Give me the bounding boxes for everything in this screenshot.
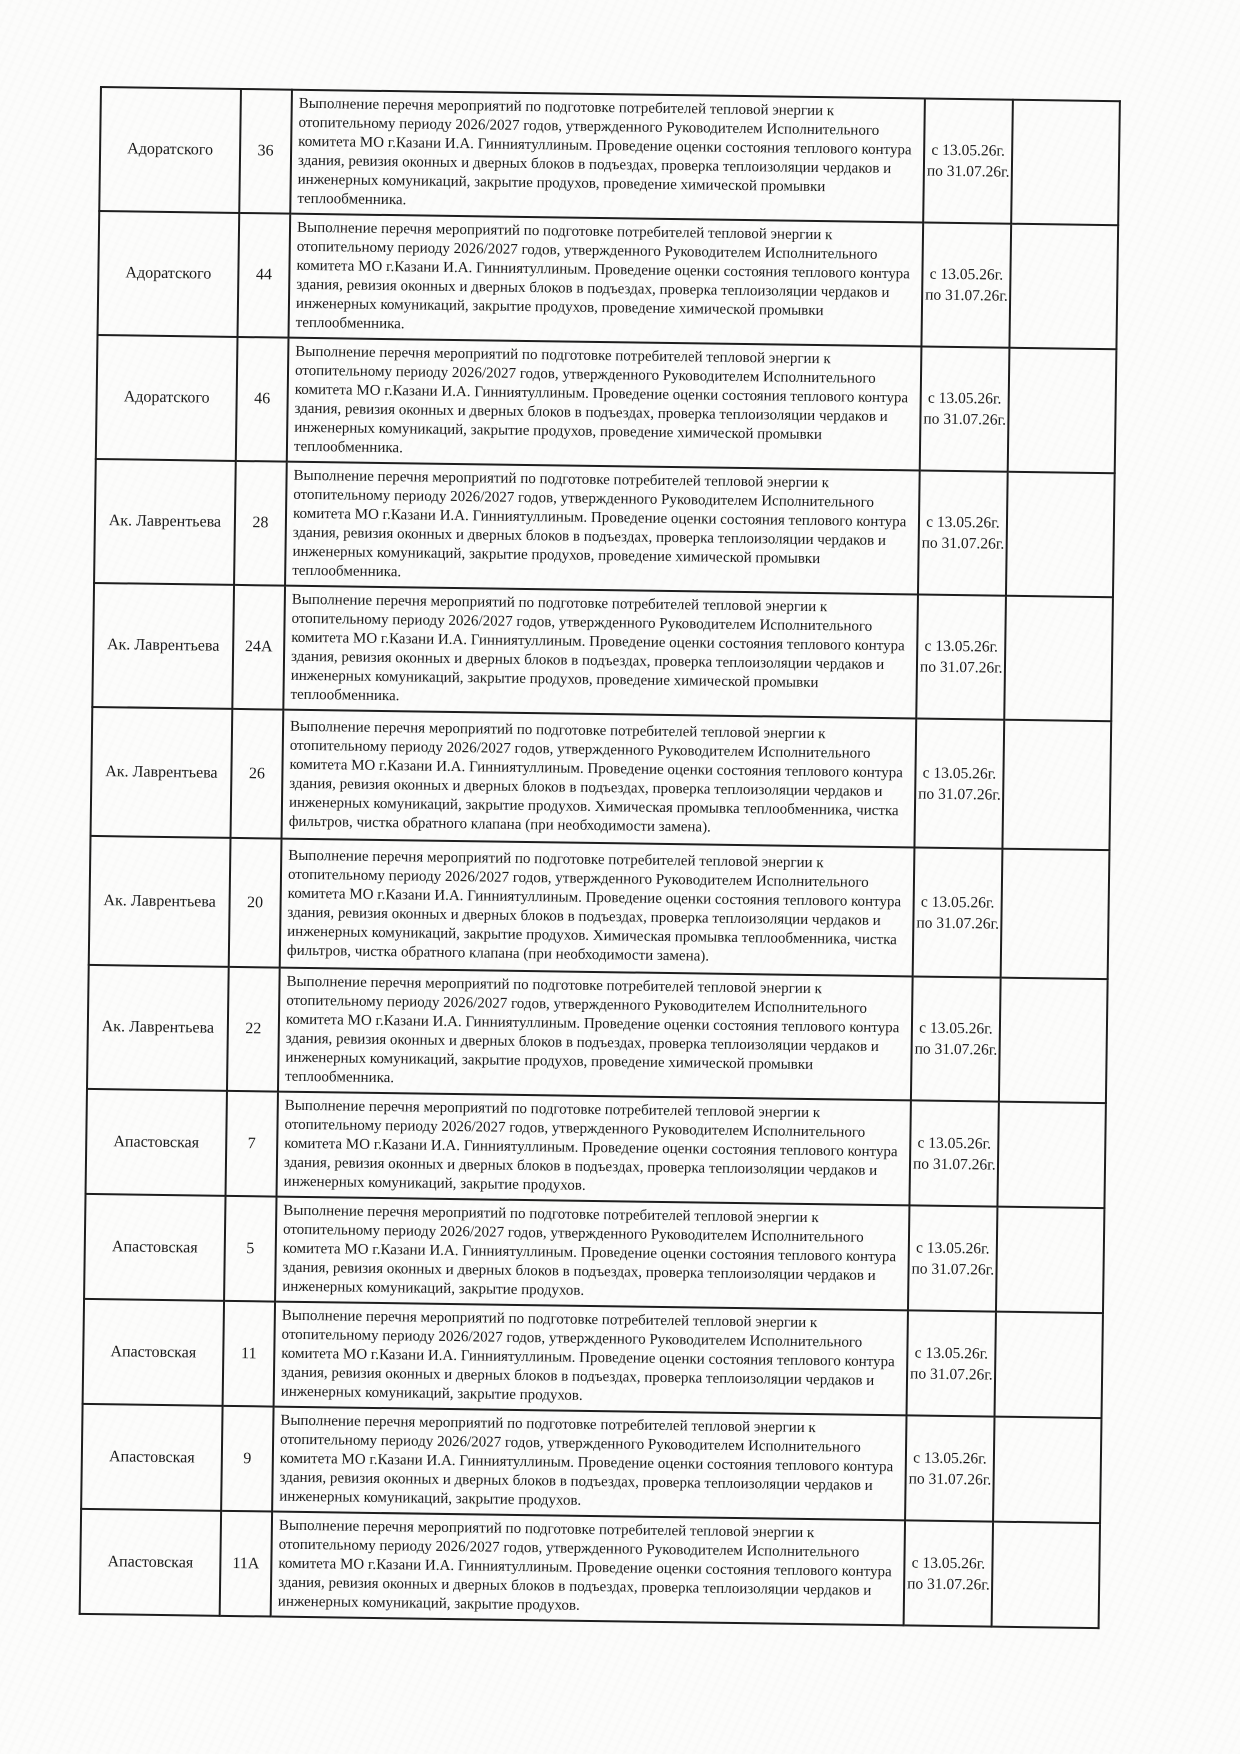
- house-number-cell: 36: [239, 89, 292, 214]
- table-row: [94, 459, 1115, 597]
- period-to: по 31.07.26г.: [912, 1154, 996, 1174]
- house-number-cell: 20: [229, 838, 282, 968]
- period-from: с 13.05.26г.: [911, 1553, 986, 1573]
- period-from: с 13.05.26г.: [917, 1134, 992, 1153]
- works-description-cell: Выполнение перечня мероприятий по подготовке потребителей тепловой энергии к отопительному периоду 2026/2027 годов, утвержденного Руководителем Исполнительного комитета МО г.Казани И.А. Гинниятуллиным. Проведение оценки состояния теплового контура здания, ревизия оконных и дверных блоков в подъездах, проверка теплоизоляции чердаков и инженерных комуникаций, закрытие продухов. Химическая промывка теплообменника, чистка фильтров, чистка обратного клапана (при необходимости замена).: [282, 710, 917, 848]
- period-cell: [905, 1415, 994, 1521]
- street-cell: Ак. Лаврентьева: [91, 707, 233, 838]
- works-description-cell: Выполнение перечня мероприятий по подготовке потребителей тепловой энергии к отопительному периоду 2026/2027 годов, утвержденного Руководителем Исполнительного комитета МО г.Казани И.А. Гинниятуллиным. Проведение оценки состояния теплового контура здания, ревизия оконных и дверных блоков в подъездах, проверка теплоизоляции чердаков и инженерных комуникаций, закрытие продухов. Химическая промывка теплообменника, чистка фильтров, чистка обратного клапана (при необходимости замена).: [280, 839, 915, 977]
- note-cell-empty: [1008, 348, 1117, 473]
- house-number-cell: 7: [226, 1091, 278, 1197]
- period-cell: [913, 847, 1003, 977]
- note-cell-empty: [992, 1522, 1100, 1628]
- note-cell-empty: [1011, 100, 1120, 225]
- period-cell: [920, 346, 1010, 471]
- house-number-cell: 28: [234, 461, 287, 586]
- period-cell: [923, 99, 1013, 224]
- period-to: по 31.07.26г.: [919, 658, 1003, 677]
- note-cell-empty: [1009, 224, 1118, 349]
- period-from: с 13.05.26г.: [929, 265, 1004, 284]
- period-to: по 31.07.26г.: [909, 1364, 993, 1384]
- period-cell: [914, 718, 1004, 848]
- street-cell: Ак. Лаврентьева: [89, 836, 231, 967]
- street-cell: Ак. Лаврентьева: [92, 583, 234, 709]
- period-to: по 31.07.26г.: [914, 1040, 998, 1059]
- table-row: [80, 1509, 1100, 1628]
- table-row: [96, 335, 1117, 473]
- period-from: с 13.05.26г.: [914, 1343, 989, 1363]
- table-row: [83, 1299, 1103, 1418]
- note-cell-empty: [1004, 596, 1113, 721]
- period-cell: [907, 1310, 996, 1416]
- period-from: с 13.05.26г.: [924, 637, 999, 656]
- table-row: [98, 211, 1119, 349]
- note-cell-empty: [995, 1312, 1103, 1418]
- table-row: [99, 87, 1120, 225]
- period-from: с 13.05.26г.: [922, 764, 997, 783]
- table-row: [86, 1089, 1106, 1208]
- house-number-cell: 11: [223, 1301, 275, 1407]
- period-cell: [908, 1205, 997, 1311]
- street-cell: Адоратского: [98, 211, 240, 337]
- works-description-cell: Выполнение перечня мероприятий по подготовке потребителей тепловой энергии к отопительному периоду 2026/2027 годов, утвержденного Руководителем Исполнительного комитета МО г.Казани И.А. Гинниятуллиным. Проведение оценки состояния теплового контура здания, ревизия оконных и дверных блоков в подъездах, проверка теплоизоляции чердаков и инженерных комуникаций, закрытие продухов, проведение химической промывки теплообменника.: [278, 968, 913, 1101]
- street-cell: Апастовская: [83, 1299, 224, 1406]
- note-cell-empty: [997, 1102, 1105, 1208]
- house-number-cell: 24А: [232, 585, 285, 710]
- table-row: [87, 965, 1108, 1103]
- period-to: по 31.07.26г.: [918, 784, 1001, 804]
- period-cell: [911, 976, 1001, 1101]
- works-description-cell: Выполнение перечня мероприятий по подготовке потребителей тепловой энергии к отопительному периоду 2026/2027 годов, утвержденного Руководителем Исполнительного комитета МО г.Казани И.А. Гинниятуллиным. Проведение оценки состояния теплового контура здания, ревизия оконных и дверных блоков в подъездах, проверка теплоизоляции чердаков и инженерных комуникаций, закрытие продухов.: [274, 1302, 908, 1416]
- period-to: по 31.07.26г.: [908, 1469, 992, 1489]
- table-row: [84, 1194, 1104, 1313]
- table-row: [92, 583, 1113, 721]
- works-description-cell: Выполнение перечня мероприятий по подготовке потребителей тепловой энергии к отопительному периоду 2026/2027 годов, утвержденного Руководителем Исполнительного комитета МО г.Казани И.А. Гинниятуллиным. Проведение оценки состояния теплового контура здания, ревизия оконных и дверных блоков в подъездах, проверка теплоизоляции чердаков и инженерных комуникаций, закрытие продухов, проведение химической промывки теплообменника.: [287, 338, 922, 471]
- table-row: [91, 707, 1112, 850]
- period-cell: [904, 1520, 993, 1626]
- street-cell: Адоратского: [96, 335, 238, 461]
- period-from: с 13.05.26г.: [913, 1448, 987, 1468]
- street-cell: Апастовская: [86, 1089, 227, 1196]
- street-cell: Адоратского: [99, 87, 241, 213]
- table-row: [81, 1404, 1101, 1523]
- house-number-cell: 5: [224, 1196, 276, 1302]
- street-cell: Ак. Лаврентьева: [87, 965, 229, 1091]
- period-cell: [909, 1100, 998, 1206]
- works-table-container: [79, 86, 1121, 1629]
- house-number-cell: 46: [236, 337, 289, 462]
- table-row: [89, 836, 1110, 979]
- note-cell-empty: [1001, 849, 1110, 979]
- works-description-cell: Выполнение перечня мероприятий по подготовке потребителей тепловой энергии к отопительному периоду 2026/2027 годов, утвержденного Руководителем Исполнительного комитета МО г.Казани И.А. Гинниятуллиным. Проведение оценки состояния теплового контура здания, ревизия оконных и дверных блоков в подъездах, проверка теплоизоляции чердаков и инженерных комуникаций, закрытие продухов.: [272, 1407, 906, 1521]
- period-cell: [918, 470, 1008, 595]
- works-table: [79, 86, 1121, 1629]
- street-cell: Апастовская: [80, 1509, 221, 1616]
- street-cell: Апастовская: [84, 1194, 225, 1301]
- house-number-cell: 22: [227, 967, 280, 1092]
- works-description-cell: Выполнение перечня мероприятий по подготовке потребителей тепловой энергии к отопительному периоду 2026/2027 годов, утвержденного Руководителем Исполнительного комитета МО г.Казани И.А. Гинниятуллиным. Проведение оценки состояния теплового контура здания, ревизия оконных и дверных блоков в подъездах, проверка теплоизоляции чердаков и инженерных комуникаций, закрытие продухов, проведение химической промывки теплообменника.: [283, 586, 918, 719]
- note-cell-empty: [1002, 720, 1111, 850]
- works-description-cell: Выполнение перечня мероприятий по подготовке потребителей тепловой энергии к отопительному периоду 2026/2027 годов, утвержденного Руководителем Исполнительного комитета МО г.Казани И.А. Гинниятуллиным. Проведение оценки состояния теплового контура здания, ревизия оконных и дверных блоков в подъездах, проверка теплоизоляции чердаков и инженерных комуникаций, закрытие продухов.: [275, 1197, 909, 1311]
- period-to: по 31.07.26г.: [926, 162, 1010, 181]
- note-cell-empty: [1006, 472, 1115, 597]
- period-to: по 31.07.26г.: [907, 1574, 990, 1594]
- works-description-cell: Выполнение перечня мероприятий по подготовке потребителей тепловой энергии к отопительному периоду 2026/2027 годов, утвержденного Руководителем Исполнительного комитета МО г.Казани И.А. Гинниятуллиным. Проведение оценки состояния теплового контура здания, ревизия оконных и дверных блоков в подъездах, проверка теплоизоляции чердаков и инженерных комуникаций, закрытие продухов, проведение химической промывки теплообменника.: [285, 462, 920, 595]
- note-cell-empty: [996, 1207, 1104, 1313]
- period-cell: [921, 223, 1011, 348]
- period-from: с 13.05.26г.: [926, 513, 1000, 532]
- period-to: по 31.07.26г.: [923, 410, 1007, 429]
- period-to: по 31.07.26г.: [911, 1259, 995, 1279]
- period-from: с 13.05.26г.: [919, 1019, 993, 1038]
- note-cell-empty: [999, 978, 1108, 1103]
- house-number-cell: 26: [231, 709, 284, 839]
- house-number-cell: 9: [221, 1406, 273, 1512]
- period-to: по 31.07.26г.: [925, 286, 1008, 305]
- works-description-cell: Выполнение перечня мероприятий по подготовке потребителей тепловой энергии к отопительному периоду 2026/2027 годов, утвержденного Руководителем Исполнительного комитета МО г.Казани И.А. Гинниятуллиным. Проведение оценки состояния теплового контура здания, ревизия оконных и дверных блоков в подъездах, проверка теплоизоляции чердаков и инженерных комуникаций, закрытие продухов.: [271, 1512, 905, 1626]
- period-from: с 13.05.26г.: [915, 1239, 990, 1258]
- period-from: с 13.05.26г.: [927, 389, 1002, 408]
- street-cell: Ак. Лаврентьева: [94, 459, 236, 585]
- works-description-cell: Выполнение перечня мероприятий по подготовке потребителей тепловой энергии к отопительному периоду 2026/2027 годов, утвержденного Руководителем Исполнительного комитета МО г.Казани И.А. Гинниятуллиным. Проведение оценки состояния теплового контура здания, ревизия оконных и дверных блоков в подъездах, проверка теплоизоляции чердаков и инженерных комуникаций, закрытие продухов, проведение химической промывки теплообменника.: [289, 214, 924, 347]
- period-from: с 13.05.26г.: [920, 893, 995, 912]
- house-number-cell: 11А: [220, 1511, 272, 1617]
- works-description-cell: Выполнение перечня мероприятий по подготовке потребителей тепловой энергии к отопительному периоду 2026/2027 годов, утвержденного Руководителем Исполнительного комитета МО г.Казани И.А. Гинниятуллиным. Проведение оценки состояния теплового контура здания, ревизия оконных и дверных блоков в подъездах, проверка теплоизоляции чердаков и инженерных комуникаций, закрытие продухов, проведение химической промывки теплообменника.: [290, 90, 925, 223]
- house-number-cell: 44: [238, 213, 291, 338]
- note-cell-empty: [993, 1417, 1101, 1523]
- period-from: с 13.05.26г.: [931, 141, 1006, 160]
- works-description-cell: Выполнение перечня мероприятий по подготовке потребителей тепловой энергии к отопительному периоду 2026/2027 годов, утвержденного Руководителем Исполнительного комитета МО г.Казани И.А. Гинниятуллиным. Проведение оценки состояния теплового контура здания, ревизия оконных и дверных блоков в подъездах, проверка теплоизоляции чердаков и инженерных комуникаций, закрытие продухов.: [277, 1092, 911, 1206]
- period-cell: [916, 594, 1006, 719]
- street-cell: Апастовская: [81, 1404, 222, 1511]
- period-to: по 31.07.26г.: [921, 534, 1005, 553]
- period-to: по 31.07.26г.: [916, 913, 1000, 933]
